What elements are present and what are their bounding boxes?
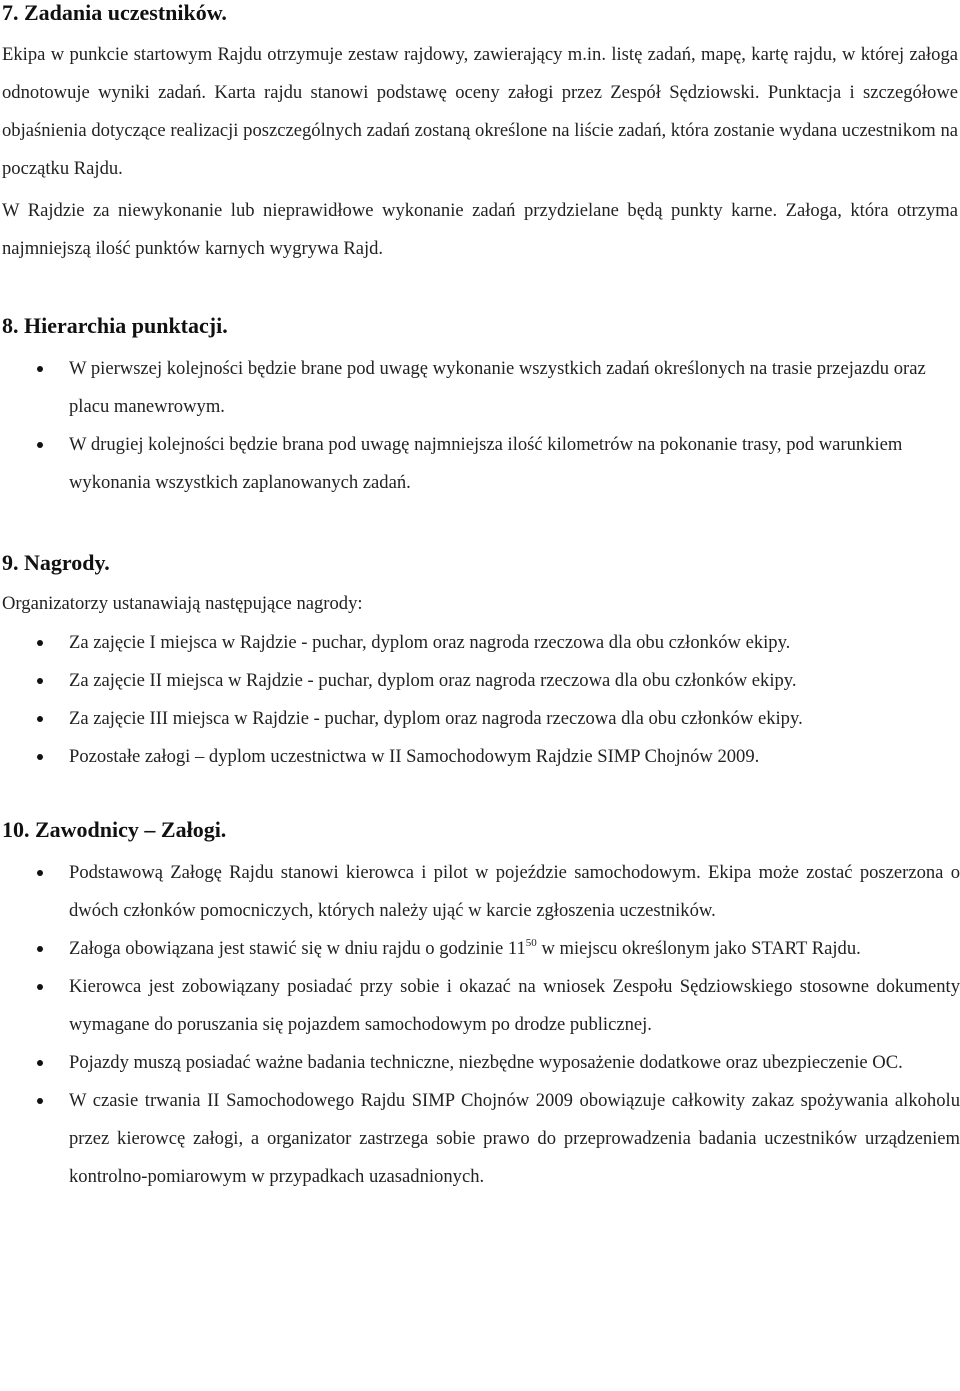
bullet-icon: [37, 640, 43, 646]
bullet-icon: [37, 442, 43, 448]
bullet-icon: [37, 366, 43, 372]
list-item: W drugiej kolejności będzie brana pod uwagę najmniejsza ilość kilometrów na pokonanie trasy, pod warunkiem wykonania wszystkich zaplanowanych zadań.: [0, 426, 960, 502]
bullet-icon: [37, 870, 43, 876]
bullet-icon: [37, 716, 43, 722]
section-7-paragraph-1: Ekipa w punkcie startowym Rajdu otrzymuje zestaw rajdowy, zawierający m.in. listę zadań, mapę, kartę rajdu, w której załoga odnotowuje wyniki zadań. Karta rajdu stanowi podstawę oceny załogi przez Zespół Sędziowski. Punktacja i szczegółowe objaśnienia dotyczące realizacji poszczególnych zadań zostaną określone na liście zadań, która zostanie wydana uczestnikom na początku Rajdu.: [2, 44, 958, 179]
list-item: Za zajęcie II miejsca w Rajdzie - puchar, dyplom oraz nagroda rzeczowa dla obu członków ekipy.: [0, 662, 960, 700]
list-item: W czasie trwania II Samochodowego Rajdu SIMP Chojnów 2009 obowiązuje całkowity zakaz spożywania alkoholu przez kierowcę załogi, a organizator zastrzega sobie prawo do przeprowadzenia badania uczestników urządzeniem kontrolno-pomiarowym w przypadkach uzasadnionych.: [0, 1082, 960, 1196]
bullet-icon: [37, 984, 43, 990]
bullet-icon: [37, 678, 43, 684]
section-10-heading: 10. Zawodnicy – Załogi.: [2, 817, 227, 842]
section-7-heading: 7. Zadania uczestników.: [2, 0, 227, 25]
bullet-icon: [37, 1060, 43, 1066]
bullet-icon: [37, 1098, 43, 1104]
bullet-icon: [37, 946, 43, 952]
section-9-list: [0, 624, 960, 776]
bullet-icon: [37, 754, 43, 760]
section-9-intro: Organizatorzy ustanawiają następujące nagrody:: [2, 593, 363, 614]
list-item: W pierwszej kolejności będzie brane pod uwagę wykonanie wszystkich zadań określonych na trasie przejazdu oraz placu manewrowym.: [0, 350, 960, 426]
section-10-list: [0, 854, 960, 1196]
time-superscript: 50: [525, 937, 537, 949]
list-item: Kierowca jest zobowiązany posiadać przy sobie i okazać na wniosek Zespołu Sędziowskiego stosowne dokumenty wymagane do poruszania się pojazdem samochodowym po drodze publicznej.: [0, 968, 960, 1044]
list-item: Załoga obowiązana jest stawić się w dniu rajdu o godzinie $11^{50}$ w miejscu określonym jako START Rajdu.: [0, 930, 960, 968]
list-item: Pojazdy muszą posiadać ważne badania techniczne, niezbędne wyposażenie dodatkowe oraz ubezpieczenie OC.: [0, 1044, 960, 1082]
section-9-heading: 9. Nagrody.: [2, 550, 110, 575]
list-item: Za zajęcie III miejsca w Rajdzie - puchar, dyplom oraz nagroda rzeczowa dla obu członków ekipy.: [0, 700, 960, 738]
list-item: Za zajęcie I miejsca w Rajdzie - puchar, dyplom oraz nagroda rzeczowa dla obu członków ekipy.: [0, 624, 960, 662]
section-7-paragraph-2: W Rajdzie za niewykonanie lub nieprawidłowe wykonanie zadań przydzielane będą punkty karne. Załoga, która otrzyma najmniejszą ilość punktów karnych wygrywa Rajd.: [2, 200, 958, 259]
list-item: Podstawową Załogę Rajdu stanowi kierowca i pilot w pojeździe samochodowym. Ekipa może zostać poszerzona o dwóch członków pomocniczych, których należy ująć w karcie zgłoszenia uczestników.: [0, 854, 960, 930]
list-item: Pozostałe załogi – dyplom uczestnictwa w II Samochodowym Rajdzie SIMP Chojnów 2009.: [0, 738, 960, 776]
section-8-heading: 8. Hierarchia punktacji.: [2, 313, 228, 338]
section-8-list: [0, 350, 960, 502]
